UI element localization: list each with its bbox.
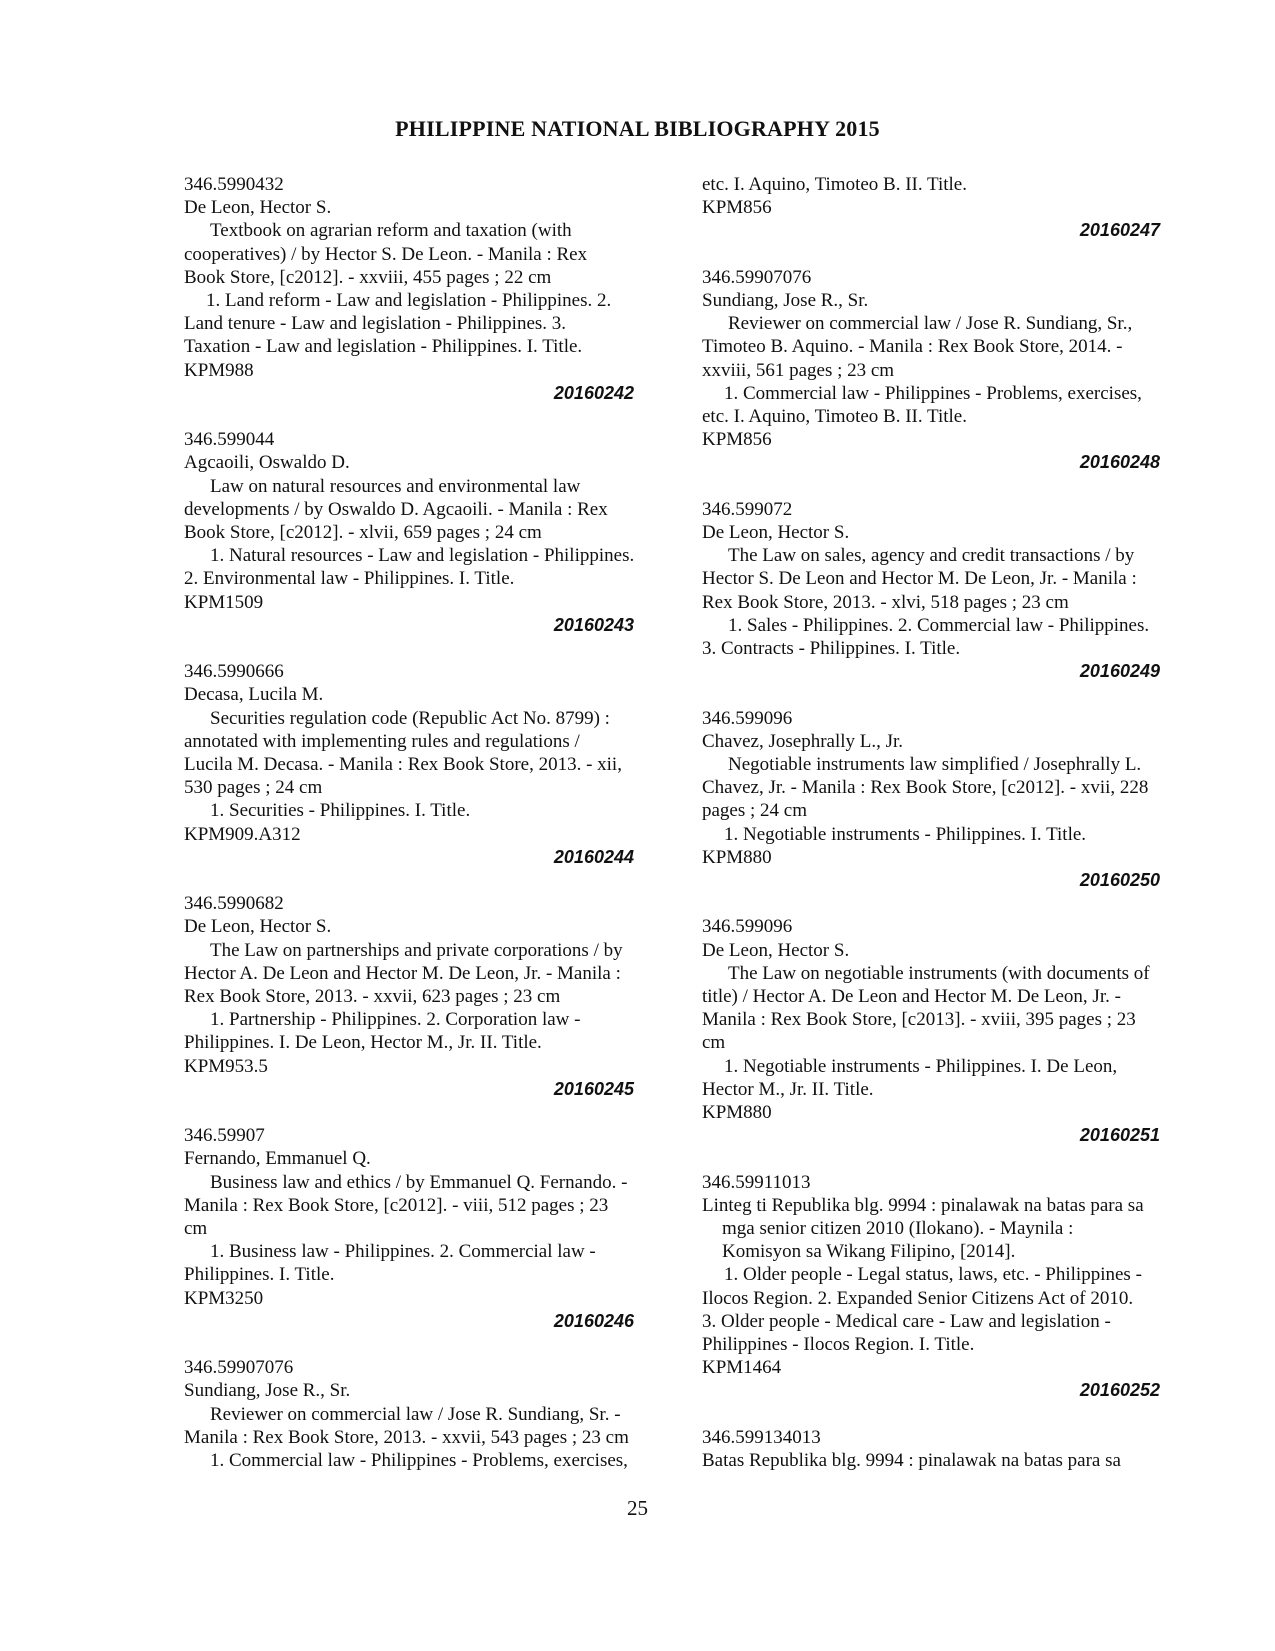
entry-text: Law on natural resources and environmental law [210,475,581,497]
record-id: 20160246 [553,1310,634,1331]
record-id: 20160250 [1079,870,1160,891]
call-number: 346.5990666 [184,661,284,683]
author: Decasa, Lucila M. [184,684,324,706]
entry-text: Book Store, [c2012]. - xxviii, 455 pages ; 22 cm [184,266,552,288]
entry-text: Komisyon sa Wikang Filipino, [2014]. [722,1241,1016,1263]
author: De Leon, Hector S. [702,522,850,544]
entry-text: The Law on sales, agency and credit transactions / by [728,545,1135,567]
entry-text: Hector S. De Leon and Hector M. De Leon, Jr. - Manila : [702,568,1137,590]
bib-entry [702,1426,1192,1472]
bib-entry [184,660,666,892]
call-number: 346.599096 [702,707,793,729]
subject-text: Taxation - Law and legislation - Philippines. I. Title. [184,336,583,358]
bib-entry [702,266,1192,498]
entry-text: Reviewer on commercial law / Jose R. Sundiang, Sr., [728,313,1133,335]
subject-text: Land tenure - Law and legislation - Philippines. 3. [184,313,567,335]
bib-entry-continued [702,173,1192,266]
call-number: 346.599072 [702,498,793,520]
record-id: 20160245 [553,1078,634,1099]
subject-text: 2. Environmental law - Philippines. I. Title. [184,568,515,590]
call-number: 346.59907 [184,1125,265,1147]
call-number: 346.599134013 [702,1426,821,1448]
page-title: PHILIPPINE NATIONAL BIBLIOGRAPHY 2015 [395,116,880,141]
bib-entry [702,707,1192,916]
subject-text: 1. Land reform - Law and legislation - Philippines. 2. [206,290,612,312]
author: Sundiang, Jose R., Sr. [702,290,869,311]
author: Chavez, Josephrally L., Jr. [702,730,904,752]
page-number: 25 [627,1496,648,1520]
lc-class: KPM953.5 [184,1055,268,1077]
entry-text: Manila : Rex Book Store, 2013. - xxvii, 543 pages ; 23 cm [184,1426,629,1448]
subject-text: 1. Negotiable instruments - Philippines. I. Title. [724,823,1087,845]
record-id: 20160242 [553,382,634,403]
entry-text: 530 pages ; 24 cm [184,777,323,799]
left-column [184,173,666,1472]
bib-entry [184,892,666,1124]
entry-text: cm [702,1032,726,1054]
entry-text: Manila : Rex Book Store, [c2012]. - viii, 512 pages ; 23 [184,1194,609,1216]
bib-entry [702,915,1192,1170]
entry-text: Securities regulation code (Republic Act No. 8799) : [210,707,610,729]
author: De Leon, Hector S. [184,916,332,938]
entry-text: pages ; 24 cm [702,800,808,822]
bib-entry [702,498,1192,707]
call-number: 346.59911013 [702,1171,811,1193]
author: Sundiang, Jose R., Sr. [184,1380,351,1402]
entry-text: Rex Book Store, 2013. - xxvii, 623 pages ; 23 cm [184,986,561,1008]
title-entry: Linteg ti Republika blg. 9994 : pinalawak na batas para sa [702,1194,1144,1216]
author: De Leon, Hector S. [184,197,332,219]
entry-text: Book Store, [c2012]. - xlvii, 659 pages ; 24 cm [184,522,542,544]
call-number: 346.599096 [702,916,793,938]
author: De Leon, Hector S. [702,939,850,961]
bib-entry [702,1171,1192,1426]
entry-text: mga senior citizen 2010 (Ilokano). - Maynila : [722,1218,1074,1240]
lc-class: KPM1509 [184,591,264,613]
record-id: 20160244 [553,846,634,867]
subject-text: etc. I. Aquino, Timoteo B. II. Title. [702,174,967,195]
lc-class: KPM880 [702,1102,772,1124]
subject-text: 1. Commercial law - Philippines - Problems, exercises, [724,382,1142,404]
bib-entry [184,1356,666,1472]
call-number: 346.5990432 [184,174,284,195]
lc-class: KPM856 [702,197,772,219]
author: Agcaoili, Oswaldo D. [184,452,350,474]
entry-text: Rex Book Store, 2013. - xlvi, 518 pages ; 23 cm [702,591,1069,613]
entry-text: Manila : Rex Book Store, [c2013]. - xviii, 395 pages ; 23 [702,1009,1136,1031]
entry-text: Business law and ethics / by Emmanuel Q. Fernando. - [210,1171,628,1193]
subject-text: 1. Commercial law - Philippines - Problems, exercises, [210,1450,628,1472]
lc-class: KPM880 [702,846,772,868]
entry-text: xxviii, 561 pages ; 23 cm [702,359,895,381]
entry-text: Chavez, Jr. - Manila : Rex Book Store, [c2012]. - xvii, 228 [702,777,1149,799]
entry-text: annotated with implementing rules and regulations / [184,730,580,752]
subject-text: Ilocos Region. 2. Expanded Senior Citizens Act of 2010. [702,1287,1134,1309]
record-id: 20160248 [1079,452,1160,473]
title-entry: Batas Republika blg. 9994 : pinalawak na batas para sa [702,1450,1121,1472]
entry-text: cm [184,1218,208,1240]
subject-text: 1. Securities - Philippines. I. Title. [210,800,471,822]
record-id: 20160247 [1079,220,1160,241]
lc-class: KPM856 [702,429,772,451]
author: Fernando, Emmanuel Q. [184,1148,371,1170]
entry-text: Lucila M. Decasa. - Manila : Rex Book Store, 2013. - xii, [184,754,622,776]
subject-text: Philippines. I. De Leon, Hector M., Jr. II. Title. [184,1032,542,1054]
subject-text: 1. Partnership - Philippines. 2. Corporation law - [210,1009,581,1031]
record-id: 20160252 [1079,1380,1160,1401]
lc-class: KPM3250 [184,1287,264,1309]
bib-entry [184,173,666,428]
entry-text: Negotiable instruments law simplified / Josephrally L. [728,754,1142,776]
lc-class: KPM1464 [702,1357,782,1379]
subject-text: Philippines - Ilocos Region. I. Title. [702,1334,975,1356]
subject-text: 1. Sales - Philippines. 2. Commercial law - Philippines. [728,614,1150,636]
entry-text: Reviewer on commercial law / Jose R. Sundiang, Sr. - [210,1403,621,1425]
record-id: 20160243 [553,614,634,635]
entry-text: The Law on negotiable instruments (with documents of [728,962,1150,984]
record-id: 20160251 [1079,1125,1160,1146]
entry-text: cooperatives) / by Hector S. De Leon. - Manila : Rex [184,243,588,265]
entry-text: The Law on partnerships and private corporations / by [210,939,623,961]
subject-text: 1. Natural resources - Law and legislation - Philippines. [210,545,635,567]
lc-class: KPM988 [184,359,254,381]
entry-text: Textbook on agrarian reform and taxation (with [210,220,572,242]
entry-text: Timoteo B. Aquino. - Manila : Rex Book Store, 2014. - [702,336,1123,358]
subject-text: etc. I. Aquino, Timoteo B. II. Title. [702,406,967,428]
lc-class: KPM909.A312 [184,823,301,845]
entry-text: Hector A. De Leon and Hector M. De Leon, Jr. - Manila : [184,962,621,984]
call-number: 346.5990682 [184,893,284,915]
record-id: 20160249 [1079,661,1160,682]
subject-text: 3. Older people - Medical care - Law and legislation - [702,1310,1111,1332]
subject-text: 1. Negotiable instruments - Philippines. I. De Leon, [724,1055,1118,1077]
entry-text: title) / Hector A. De Leon and Hector M. De Leon, Jr. - [702,986,1121,1008]
subject-text: Philippines. I. Title. [184,1264,335,1286]
call-number: 346.59907076 [702,266,812,288]
call-number: 346.59907076 [184,1357,294,1379]
bib-entry [184,1124,666,1356]
call-number: 346.599044 [184,429,275,451]
entry-text: developments / by Oswaldo D. Agcaoili. - Manila : Rex [184,498,608,520]
subject-text: 3. Contracts - Philippines. I. Title. [702,638,961,660]
subject-text: Hector M., Jr. II. Title. [702,1078,874,1100]
bib-entry [184,428,666,660]
subject-text: 1. Business law - Philippines. 2. Commercial law - [210,1241,596,1263]
subject-text: 1. Older people - Legal status, laws, etc. - Philippines - [724,1264,1142,1286]
right-column [702,173,1192,1472]
